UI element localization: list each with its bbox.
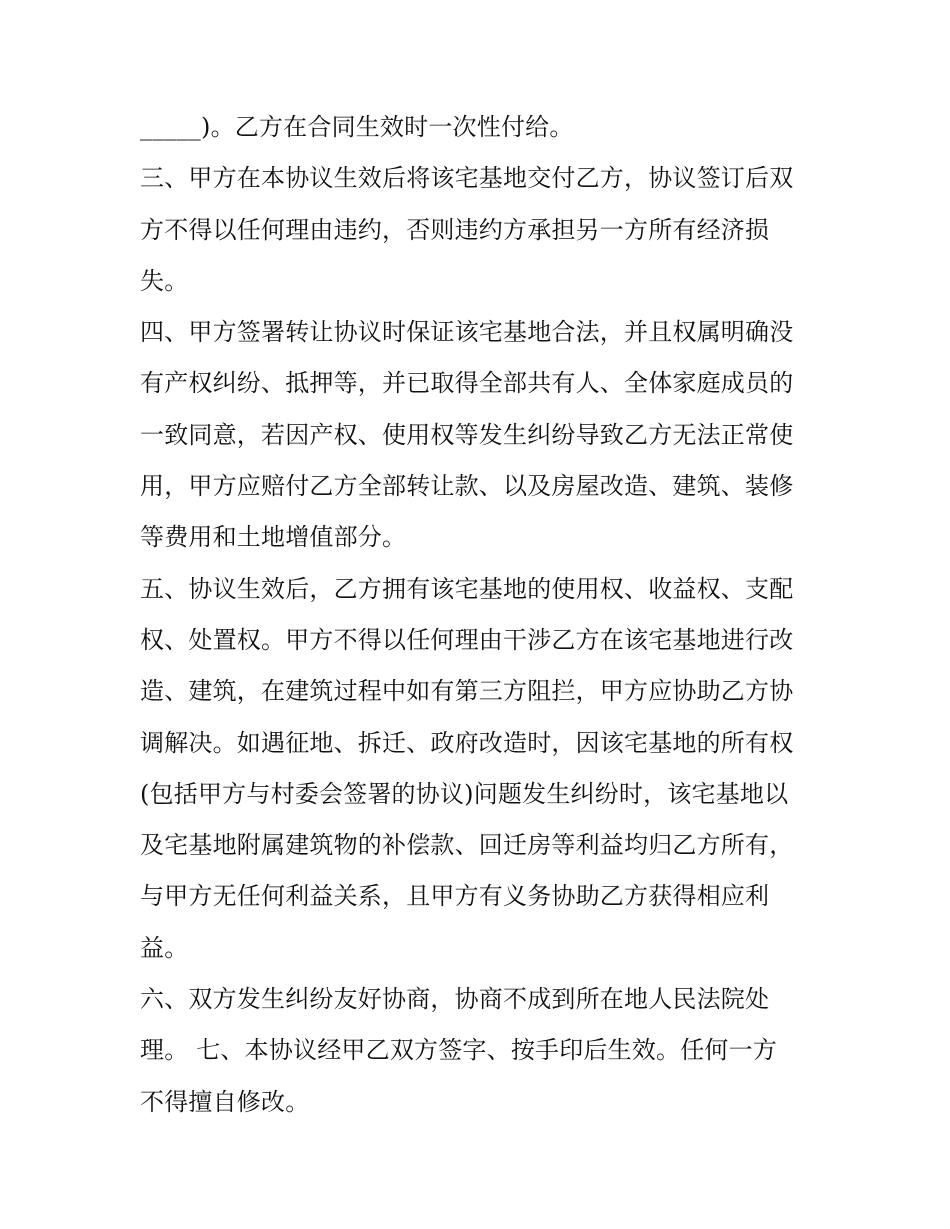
text-line: 四、甲方签署转让协议时保证该宅基地合法，并且权属明确没 [140, 318, 794, 347]
text-line: 一致同意，若因产权、使用权等发生纠纷导致乙方无法正常使 [140, 420, 794, 449]
text-line: 等费用和土地增值部分。 [140, 523, 407, 552]
text-line: 三、甲方在本协议生效后将该宅基地交付乙方，协议签订后双 [140, 164, 794, 193]
text-line: 益。 [140, 933, 189, 962]
text-line: 方不得以任何理由违约，否则违约方承担另一方所有经济损 [140, 215, 770, 244]
text-line: 与甲方无任何利益关系，且甲方有义务协助乙方获得相应利 [140, 882, 770, 911]
text-line: _____)。乙方在合同生效时一次性付给。 [140, 113, 574, 141]
contract-text-block [140, 102, 820, 1128]
text-line: 理。 七、本协议经甲乙双方签字、按手印后生效。任何一方 [140, 1036, 778, 1065]
text-line: 五、协议生效后，乙方拥有该宅基地的使用权、收益权、支配 [140, 574, 794, 603]
text-line: 不得擅自修改。 [140, 1087, 310, 1116]
text-line: (包括甲方与村委会签署的协议)问题发生纠纷时，该宅基地以 [140, 779, 789, 808]
text-line: 失。 [140, 266, 189, 295]
text-line: 用，甲方应赔付乙方全部转让款、以及房屋改造、建筑、装修 [140, 472, 794, 501]
text-line: 六、双方发生纠纷友好协商，协商不成到所在地人民法院处 [140, 985, 770, 1014]
text-line: 权、处置权。甲方不得以任何理由干涉乙方在该宅基地进行改 [140, 625, 794, 654]
text-line: 调解决。如遇征地、拆迁、政府改造时，因该宅基地的所有权 [140, 728, 794, 757]
text-line: 及宅基地附属建筑物的补偿款、回迁房等利益均归乙方所有， [140, 831, 794, 860]
text-line: 有产权纠纷、抵押等，并已取得全部共有人、全体家庭成员的 [140, 369, 794, 398]
text-line: 造、建筑，在建筑过程中如有第三方阻拦，甲方应协助乙方协 [140, 677, 794, 706]
